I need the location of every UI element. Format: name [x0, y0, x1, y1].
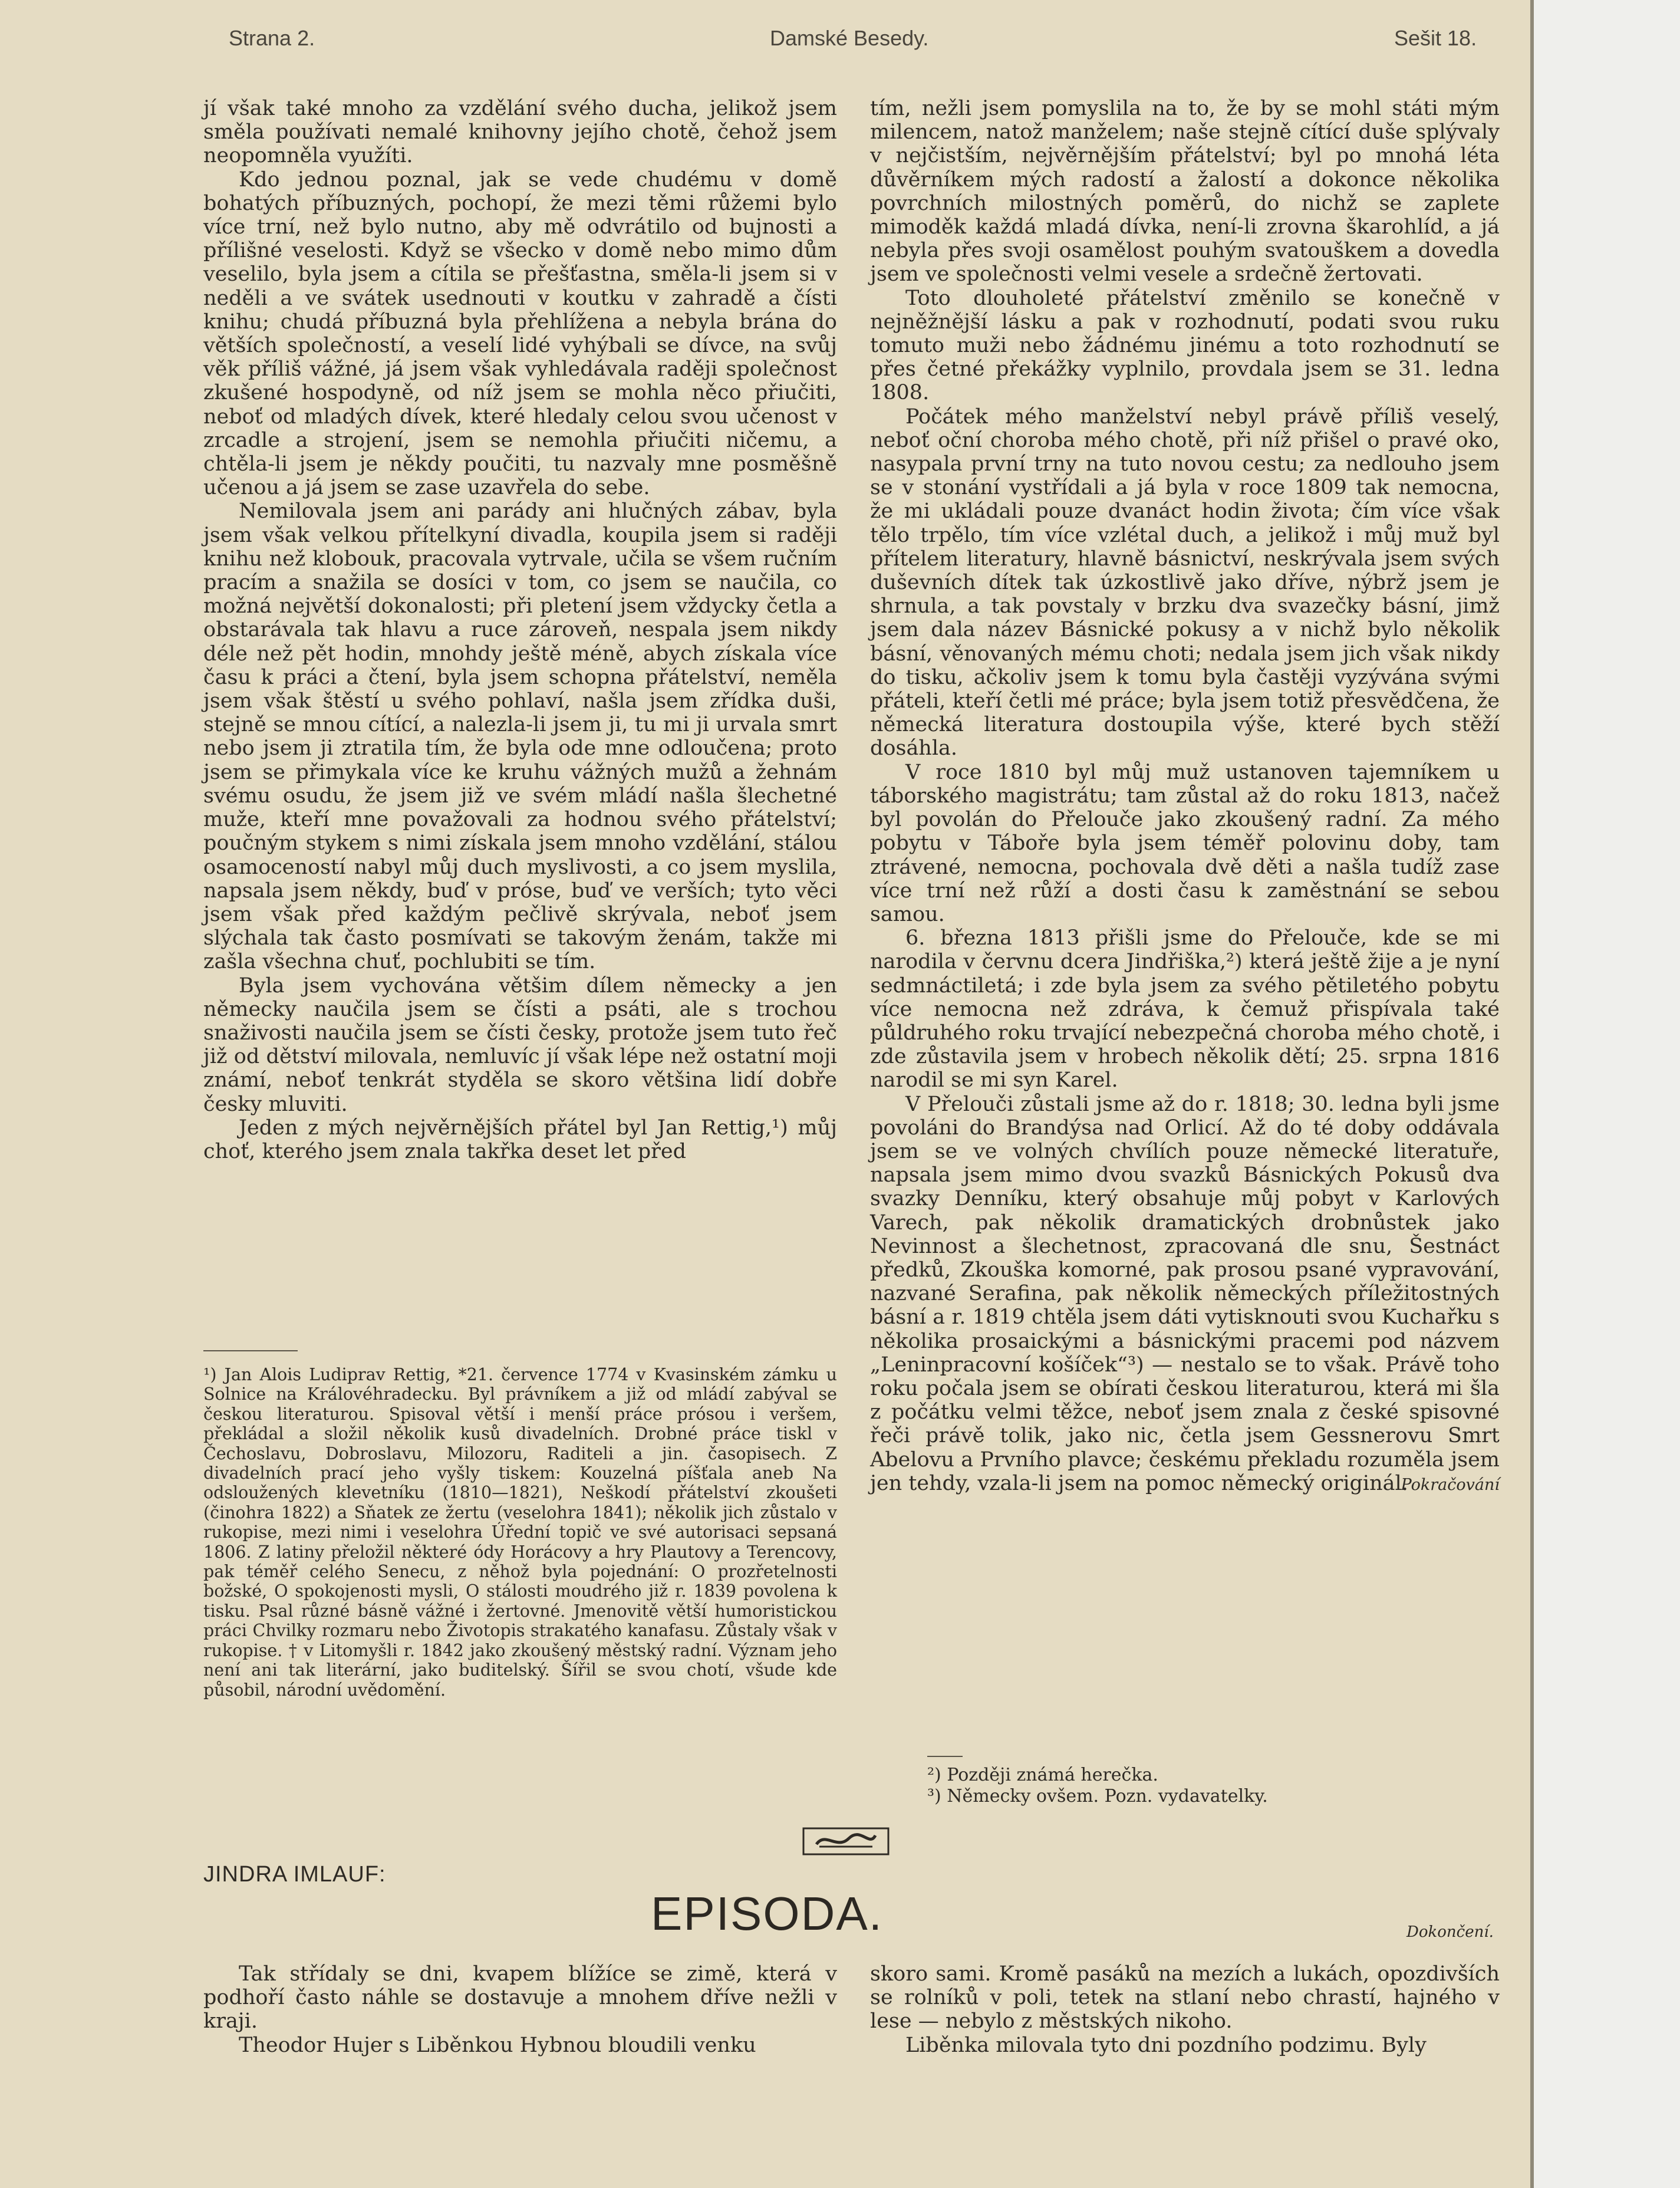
paragraph: Byla jsem vychována většim dílem německy a jen německy naučila jsem se čísti a psáti, ale s trochou snaživosti naučila jsem se čísti česky, protože jsem tuto řeč již od dětství milovala, nemluvíc jí však lépe než ostatní moji známí, neboť tenkrát styděla se skoro většina lidí dobře česky mluviti. [203, 973, 837, 1116]
paragraph: Počátek mého manželství nebyl právě příliš veselý, neboť oční choroba mého chotě, při níž přišel o pravé oko, nasypala první trny na tuto novou cestu; za nedlouho jsem se v stonání vystřídali a já byla v roce 1809 tak nemocna, že mi ukládali pouze dvanáct hodin života; čím více však tělo trpělo, tím více vzlétal duch, a jelikož i můj muž byl přítelem literatury, hlavně básnictví, neskrývala jsem svých duševních dítek tak úzkostlivě jako dříve, nýbrž jsem je shrnula, a tak povstaly v brzku dva svazečky básní, jimž jsem dala název Básnické pokusy a v nichž bylo několik básní, věnovaných mému choti; nedala jsem jich však nikdy do tisku, ačkoliv jsem k tomu byla častěji vyzývána svými přáteli, kteří četli mé práce; byla jsem totiž přesvědčena, že německá literatura dostoupila výše, které bych stěží dosáhla. [870, 404, 1500, 761]
paragraph: Tak střídaly se dni, kvapem blížíce se zimě, která v podhoří často náhle se dostavuje a mnohem dříve nežli v kraji. [203, 1962, 837, 2034]
header-page-number: Strana 2. [229, 26, 315, 50]
footnote-2: ²) Později známá herečka. [927, 1765, 1158, 1785]
paragraph: V roce 1810 byl můj muž ustanoven tajemníkem u táborského magistrátu; tam zůstal až do roku 1813, načež byl povolán do Přelouče jako zkoušený radní. Za mého pobytu v Táboře byla jsem téměř polovinu doby, tam ztrávené, nemocna, pochovala dvě děti a našla tudíž zase více trní než růží a dosti času k zaměstnání se sebou samou. [870, 760, 1500, 926]
footnotes-2-3 [927, 1765, 1458, 1807]
paragraph: Liběnka milovala tyto dni pozdního podzimu. Byly [905, 2033, 1427, 2057]
ornament-icon [802, 1827, 890, 1856]
story-title: EPISODA. [651, 1887, 883, 1940]
header-issue: Sešit 18. [1394, 26, 1477, 50]
paragraph: Theodor Hujer s Liběnkou Hybnou bloudili venku [239, 2033, 756, 2057]
paragraph: jí však také mnoho za vzdělání svého ducha, jelikož jsem směla používati nemalé knihovny jejího chotě, čehož jsem neopomněla využíti. [203, 97, 837, 168]
header-journal-title: Damské Besedy. [770, 26, 929, 50]
column-left [203, 97, 837, 1163]
story-column-left [203, 1962, 837, 2057]
footnote-text: ¹) Jan Alois Ludiprav Rettig, *21. července 1774 v Kvasinském zámku u Solnice na Královéhradecku. Byl právníkem a již od mládí zabýval se českou literaturou. Spisoval větší i menší práce prósou i veršem, překládal a složil několik kusů divadelních. Drobné práce tiskl v Čechoslavu, Dobroslavu, Milozoru, Raditeli a jin. časopisech. Z divadelních prací jeho vyšly tiskem: Kouzelná píšťala aneb Na odsloužených klevetníku (1810—1821), Neškodí přátelství zkoušeti (činohra 1822) a Sňatek ze žertu (veselohra 1841); několik jich zůstalo v rukopise, mezi nimi i veselohra Úřední topič ve své autorisaci sepsaná 1806. Z latiny přeložil některé ódy Horácovy a hry Plautovy a Terencovy, pak téměř celého Senecu, z něhož byla pojednání: O prozřetelnosti božské, O spokojenosti mysli, O stálosti moudrého již r. 1839 povolena k tisku. Psal různé básně vážné i žertovné. Jmenovitě větší humoristickou práci Chvilky rozmaru nebo Životopis strakatého kanafasu. Zůstaly však v rukopise. † v Litomyšli r. 1842 jako zkoušený městský radní. Význam jeho není ani tak literární, jako buditelský. Šířil se svou chotí, všude kde působil, národní uvědomění. [203, 1365, 837, 1700]
story-author: JINDRA IMLAUF: [203, 1862, 386, 1887]
paragraph: Nemilovala jsem ani parády ani hlučných zábav, byla jsem však velkou přítelkyní divadla, koupila jsem si raději knihu než klobouk, pracovala vytrvale, učila se všem ručním pracím a snažila se dosíci v tom, co jsem se naučila, co možná největší dokonalosti; při pletení jsem vždycky četla a obstarávala tak hlavu a ruce zároveň, nespala jsem nikdy déle než pět hodin, mnohdy ještě méně, abych získala více času k práci a čtení, byla jsem schopna přátelství, neměla jsem však štěstí u svého pohlaví, našla jsem zřídka duši, stejně se mnou cítící, a nalezla-li jsem ji, tu mi ji urvala smrt nebo jsem ji ztratila tím, že byla ode mne odloučena; proto jsem se přimykala více ke kruhu vážných mužů a žehnám svému osudu, že jsem již ve svém mládí našla šlechetné muže, kteří mne považovali za hodnou svého přátelství; poučným stykem s nimi získala jsem mnoho vzdělání, stálou osamoceností nabyl můj duch myslivosti, a co jsem myslila, napsala jsem někdy, buď v próse, buď ve verších; tyto věci jsem však před každým pečlivě skrývala, neboť jsem slýchala tak často posmívati se takovým ženám, takže mi zašla všechna chuť, pochlubiti se tím. [203, 499, 837, 974]
paragraph: tím, nežli jsem pomyslila na to, že by se mohl státi mým milencem, natož manželem; naše stejně cítící duše splývaly v nejčistším, nejvěrnějším přátelství; byl po mnohá léta důvěrníkem mých radostí a žalostí a dokonce několika povrchních milostných poměrů, do nichž se zaplete mimoděk každá mladá dívka, není-li zrovna škarohlíd, a já nebyla přes svoji osamělost pouhým svatouškem a dovedla jsem ve společnosti velmi vesele a srdečně žertovati. [870, 97, 1500, 287]
paragraph: Kdo jednou poznal, jak se vede chudému v domě bohatých příbuzných, pochopí, že mezi těmi růžemi bylo více trní, než bylo nutno, aby mě odvrátilo od bujnosti a přílišné veselosti. Když se všecko v domě nebo mimo dům veselilo, byla jsem a cítila se přešťastna, směla-li jsem si v neděli a ve svátek usednouti v koutku v zahradě a čísti knihu; chudá příbuzná byla přehlížena a nebyla brána do větších společností, a veselí lidé vyhýbali se dívce, na svůj věk příliš vážné, já jsem však vyhledávala raději společnost zkušené hospodyně, od níž jsem se mohla něco přiučiti, neboť od mladých dívek, které hledaly celou svou učenost v zrcadle a strojení, jsem se nemohla přiučiti ničemu, a chtěla-li jsem je někdy poučiti, tu nazvaly mne posměšně učenou a já jsem se zase uzavřela do sebe. [203, 167, 837, 500]
column-right [870, 97, 1500, 1497]
scan-background-strip [1534, 0, 1680, 2188]
paragraph: skoro sami. Kromě pasáků na mezích a lukách, opozdivších se rolníků v poli, tetek na stlaní nebo chrastí, hajného v lese — nebylo z městských nikoho. [870, 1962, 1500, 2034]
story-column-right [870, 1962, 1500, 2057]
paragraph: Jeden z mých nejvěrnějších přátel byl Jan Rettig,¹) můj choť, kterého jsem znala takřka deset let před [203, 1116, 837, 1163]
footnote-1 [203, 1365, 837, 1700]
footnote-rule [927, 1756, 963, 1757]
paragraph: Toto dlouholeté přátelství změnilo se konečně v nejněžnější lásku a pak v rozhodnutí, podati svou ruku tomuto muži nebo žádnému jinému a toto rozhodnutí se přes četné překážky vyplnilo, provdala jsem se 31. ledna 1808. [870, 286, 1500, 405]
continued-note: Pokračování [1401, 1475, 1500, 1494]
completion-note: Dokončení. [1406, 1923, 1494, 1941]
paragraph: 6. března 1813 přišli jsme do Přelouče, kde se mi narodila v červnu dcera Jindřiška,²) která ještě žije a je nyní sedmnáctiletá; i zde byla jsem za svého pětiletého pobytu více nemocna než zdráva, k čemuž přispívala také půldruhého roku trvající nebezpečná choroba mého chotě, i zde zůstavila jsem v hrobech několik dětí; 25. srpna 1816 narodil se mi syn Karel. [870, 926, 1500, 1093]
paragraph: V Přelouči zůstali jsme až do r. 1818; 30. ledna byli jsme povoláni do Brandýsa nad Orlicí. Až do té doby oddávala jsem se ve volných chvílích pouze německé literatuře, napsala jsem mimo dvou svazků Básnických Pokusů dva svazky Denníku, který obsahuje můj pobyt v Karlových Varech, pak několik dramatických drobnůstek jako Nevinnost a šlechetnost, zpracovaná dle snu, Šestnáct předků, Zkouška komorné, pak prosou psané vypravování, nazvané Serafina, pak několik německých příležitostných básní a r. 1819 chtěla jsem dáti vytisknouti svou Kuchařku s několika prosaickými a básnickými pracemi pod názvem „Leninpracovní košíček“³) — nestalo se to však. Právě toho roku počala jsem se obírati českou literaturou, která mi šla z počátku velmi těžce, neboť jsem znala z české spisovné řeči právě tolik, jako nic, četla jsem Gessnerovu Smrt Abelovu a Prvního plavce; českému překladu rozuměla jsem jen tehdy, vzala-li jsem na pomoc německý originál. [870, 1092, 1500, 1495]
footnote-3: ³) Německy ovšem. Pozn. vydavatelky. [927, 1786, 1268, 1807]
footnote-rule [203, 1350, 298, 1351]
